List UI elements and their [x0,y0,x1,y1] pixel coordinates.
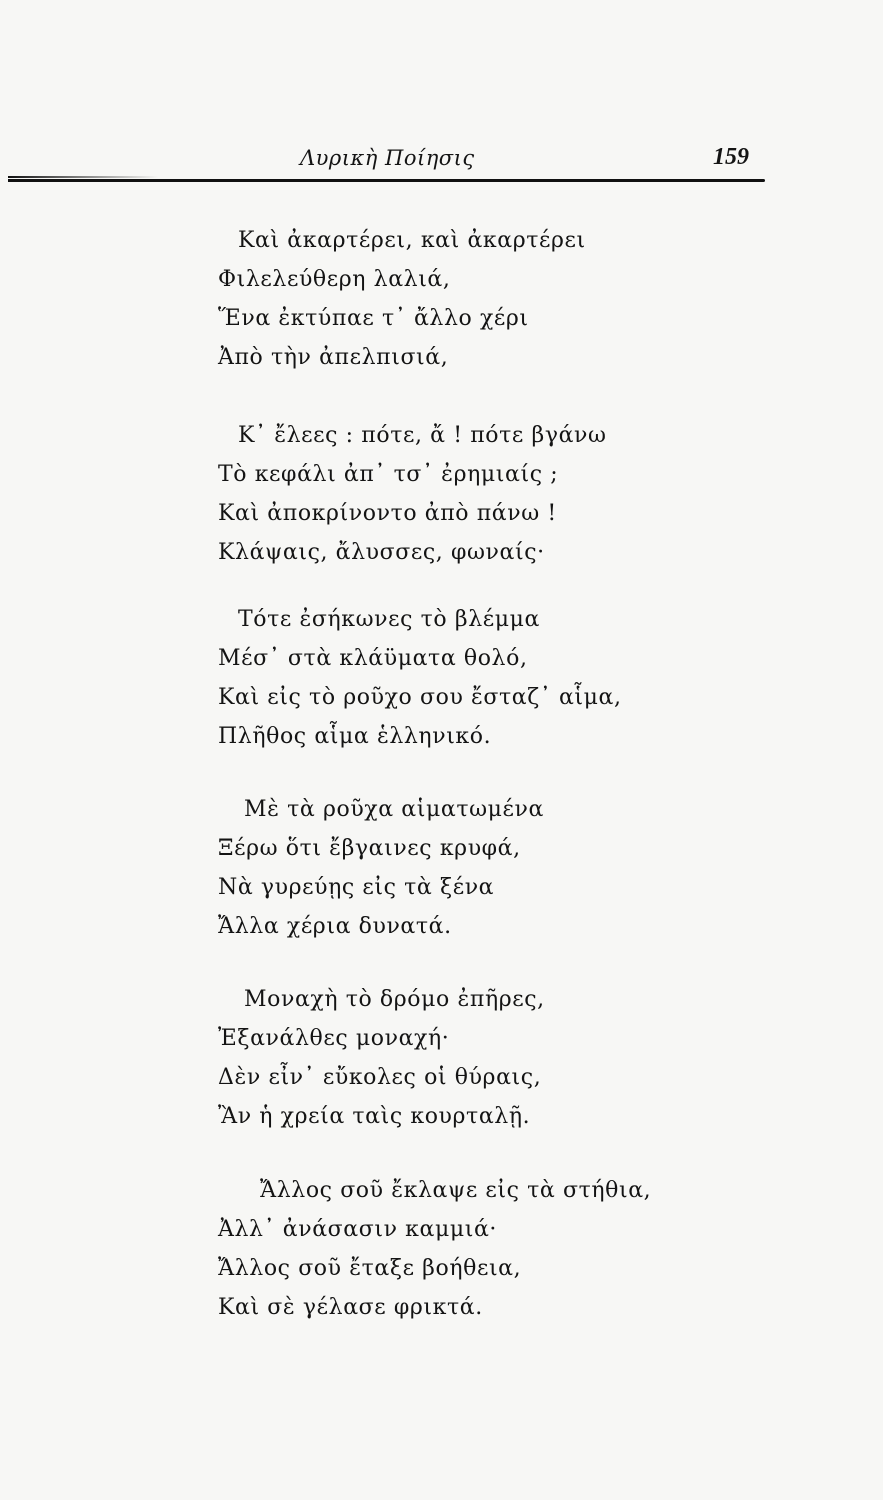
verse-line: Ἂν ἡ χρεία ταὶς κουρταλῇ. [218,1104,531,1129]
verse-line: Κλάψαις, ἄλυσσες, φωναίς· [218,540,545,565]
verse-line: Τὸ κεφάλι ἀπ᾽ τσ᾽ ἐρημιαίς ; [218,462,559,487]
verse-line: Ἄλλος σοῦ ἔκλαψε εἰς τὰ στήθια, [260,1178,652,1203]
verse-line: Καὶ ἀκαρτέρει, καὶ ἀκαρτέρει [238,228,586,253]
verse-line: Νὰ γυρεύῃς εἰς τὰ ξένα [218,875,495,900]
verse-line: Ἀπὸ τὴν ἀπελπισιά, [218,345,449,370]
verse-line: Πλῆθος αἷμα ἑλληνικό. [218,724,492,749]
header-rule-taper [8,176,158,178]
verse-line: Ξέρω ὅτι ἔβγαινες κρυφά, [218,836,521,861]
verse-line: Καὶ εἰς τὸ ροῦχο σου ἔσταζ᾽ αἷμα, [218,685,622,710]
running-head [0,146,883,176]
verse-line: Ἕνα ἐκτύπαε τ᾽ ἄλλο χέρι [218,306,529,331]
verse-line: Κ᾽ ἔλεες : πότε, ἄ ! πότε βγάνω [238,423,607,448]
verse-line: Ἄλλα χέρια δυνατά. [218,914,452,939]
verse-line: Μοναχὴ τὸ δρόμο ἐπῆρες, [244,987,545,1012]
verse-line: Ἄλλος σοῦ ἔταξε βοήθεια, [218,1256,522,1281]
verse-line: Ἐξανάλθες μοναχή· [218,1026,450,1051]
verse-line: Φιλελεύθερη λαλιά, [218,267,451,292]
verse-line: Μέσ᾽ στὰ κλάϋματα θολό, [218,646,528,671]
verse-line: Μὲ τὰ ροῦχα αἱματωμένα [244,797,544,822]
header-rule [8,179,765,182]
page-number: 159 [713,144,749,170]
verse-line: Καὶ ἀποκρίνοντο ἀπὸ πάνω ! [218,501,557,526]
verse-line: Καὶ σὲ γέλασε φρικτά. [218,1295,483,1320]
running-title: Λυρικὴ Ποίησις [300,146,475,170]
verse-line: Ἀλλ᾽ ἀνάσασιν καμμιά· [218,1217,498,1242]
verse-line: Δὲν εἶν᾽ εὔκολες οἱ θύραις, [218,1065,542,1090]
verse-line: Τότε ἐσήκωνες τὸ βλέμμα [238,607,540,632]
